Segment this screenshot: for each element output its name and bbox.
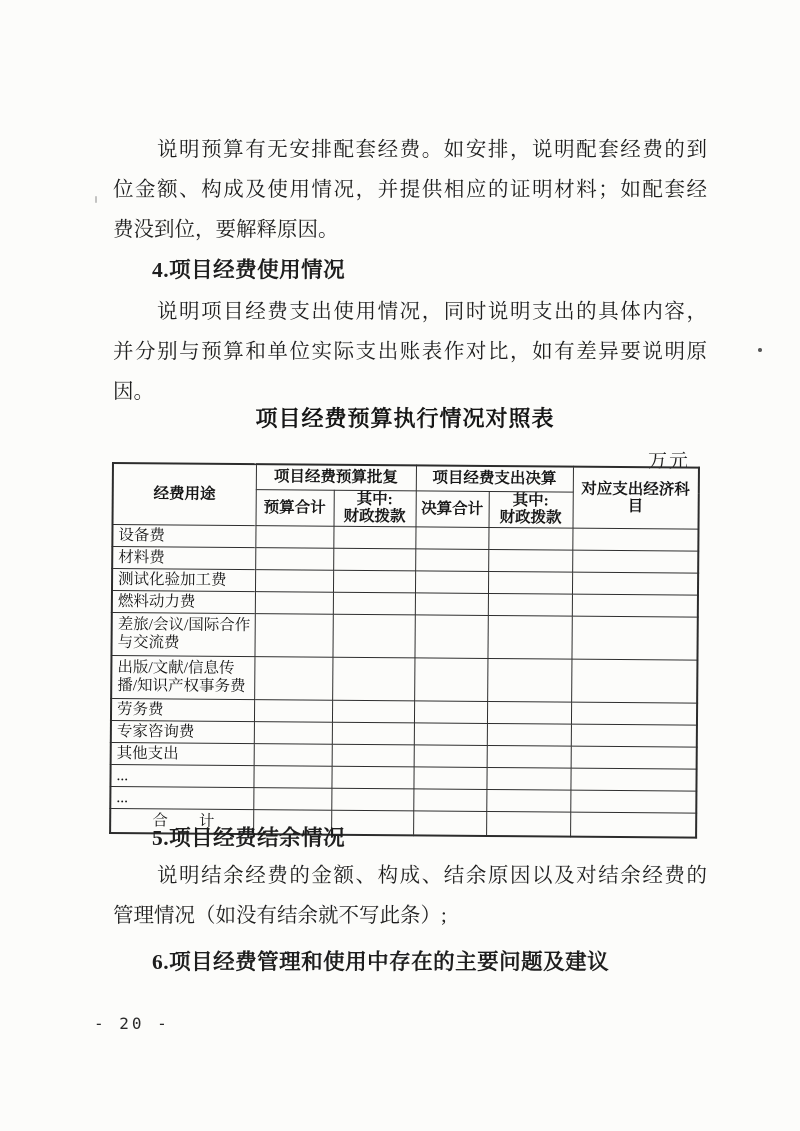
empty-cell xyxy=(332,614,414,658)
paragraph-usage xyxy=(113,292,707,412)
empty-cell xyxy=(572,528,698,551)
header-budget-group: 项目经费预算批复 xyxy=(256,464,416,491)
row-label-cell: 出版/文献/信息传播/知识产权事务费 xyxy=(111,655,254,699)
empty-cell xyxy=(333,592,415,615)
empty-cell xyxy=(333,570,415,593)
row-label-cell: 差旅/会议/国际合作与交流费 xyxy=(111,612,254,656)
scan-speck xyxy=(758,348,762,352)
empty-cell xyxy=(331,766,413,789)
empty-cell xyxy=(486,767,570,790)
empty-cell xyxy=(488,527,572,550)
total-label-cell: 合 计 xyxy=(110,808,253,834)
empty-cell xyxy=(332,700,414,723)
header-budget-among-line2: 财政拨款 xyxy=(343,508,406,526)
empty-cell xyxy=(488,549,572,572)
empty-cell xyxy=(487,723,571,746)
empty-cell xyxy=(487,658,571,702)
text-line: 费没到位，要解释原因。 xyxy=(113,219,339,241)
empty-cell xyxy=(254,656,332,700)
header-usage: 经费用途 xyxy=(113,463,256,525)
empty-cell xyxy=(488,593,572,616)
empty-cell xyxy=(331,788,413,811)
table-row xyxy=(111,655,697,703)
page-number: - 20 - xyxy=(94,1014,170,1033)
row-label-cell: 专家咨询费 xyxy=(111,720,254,743)
empty-cell xyxy=(570,790,696,813)
text-line: 说明预算有无安排配套经费。如安排，说明配套经费的到 xyxy=(157,139,707,161)
empty-cell xyxy=(415,549,488,572)
header-subject: 对应支出经济科目 xyxy=(573,467,699,529)
empty-cell xyxy=(487,615,571,659)
row-label-cell: 材料费 xyxy=(112,546,255,569)
empty-cell xyxy=(414,701,487,724)
table-row xyxy=(111,612,697,660)
paragraph-balance xyxy=(113,856,707,936)
empty-cell xyxy=(253,765,331,788)
empty-cell xyxy=(413,767,486,790)
empty-cell xyxy=(414,658,487,702)
header-budget-among xyxy=(334,490,416,526)
row-label-cell: 测试化验加工费 xyxy=(112,568,255,591)
empty-cell xyxy=(487,745,571,768)
empty-cell xyxy=(572,572,698,595)
empty-cell xyxy=(415,571,488,594)
empty-cell xyxy=(571,616,697,660)
table-title: 项目经费预算执行情况对照表 xyxy=(255,406,555,431)
header-settlement-total: 决算合计 xyxy=(416,491,489,527)
row-label-cell: 其他支出 xyxy=(111,742,254,765)
empty-cell xyxy=(486,789,570,812)
unit-label: 万元 xyxy=(647,451,690,472)
empty-cell xyxy=(414,745,487,768)
text-line: 说明项目经费支出使用情况，同时说明支出的具体内容， xyxy=(157,301,707,323)
empty-cell xyxy=(255,525,333,548)
paragraph-matching-funds xyxy=(113,130,707,250)
empty-cell xyxy=(255,547,333,570)
empty-cell xyxy=(332,744,414,767)
header-budget-among-line1: 其中: xyxy=(356,490,393,509)
empty-cell xyxy=(486,811,570,836)
empty-cell xyxy=(488,571,572,594)
empty-cell xyxy=(487,701,571,724)
row-label-cell: ... xyxy=(110,764,253,787)
row-label-cell: ... xyxy=(110,786,253,809)
empty-cell xyxy=(413,789,486,812)
header-budget-total: 预算合计 xyxy=(256,490,334,526)
empty-cell xyxy=(415,593,488,616)
section-heading-5: 5.项目经费结余情况 xyxy=(152,826,346,850)
empty-cell xyxy=(571,702,697,725)
empty-cell xyxy=(571,746,697,769)
empty-cell xyxy=(332,657,414,701)
row-label-cell: 燃料动力费 xyxy=(112,590,255,613)
header-settlement-among-line2: 财政拨款 xyxy=(499,509,562,527)
empty-cell xyxy=(254,613,332,657)
empty-cell xyxy=(570,768,696,791)
empty-cell xyxy=(254,721,332,744)
empty-cell xyxy=(571,724,697,747)
empty-cell xyxy=(571,659,697,703)
empty-cell xyxy=(414,723,487,746)
text-line: 说明结余经费的金额、构成、结余原因以及对结余经费的 xyxy=(157,865,707,887)
empty-cell xyxy=(332,722,414,745)
header-settlement-group: 项目经费支出决算 xyxy=(416,465,573,492)
empty-cell xyxy=(572,594,698,617)
budget-table-wrap xyxy=(109,462,698,838)
empty-cell xyxy=(413,811,486,836)
row-label-cell: 设备费 xyxy=(112,524,255,547)
header-settlement-among-line1: 其中: xyxy=(512,492,549,510)
budget-comparison-table xyxy=(109,462,700,838)
row-label-cell: 劳务费 xyxy=(111,698,254,721)
empty-cell xyxy=(570,812,696,837)
empty-cell xyxy=(254,743,332,766)
empty-cell xyxy=(414,615,487,659)
table-header-group-row xyxy=(113,463,699,493)
header-settlement-among xyxy=(489,491,573,527)
scan-speck xyxy=(95,196,97,203)
empty-cell xyxy=(255,569,333,592)
empty-cell xyxy=(254,699,332,722)
empty-cell xyxy=(333,548,415,571)
empty-cell xyxy=(253,787,331,810)
empty-cell xyxy=(255,591,333,614)
text-line: 位金额、构成及使用情况，并提供相应的证明材料；如配套经 xyxy=(113,179,707,201)
section-heading-4: 4.项目经费使用情况 xyxy=(152,258,346,282)
text-line: 因。 xyxy=(113,381,154,403)
empty-cell xyxy=(572,550,698,573)
section-heading-6: 6.项目经费管理和使用中存在的主要问题及建议 xyxy=(152,950,610,974)
text-line: 并分别与预算和单位实际支出账表作对比，如有差异要说明原 xyxy=(113,341,707,363)
empty-cell xyxy=(415,527,488,550)
empty-cell xyxy=(333,526,415,549)
text-line: 管理情况（如没有结余就不写此条）; xyxy=(113,905,447,927)
